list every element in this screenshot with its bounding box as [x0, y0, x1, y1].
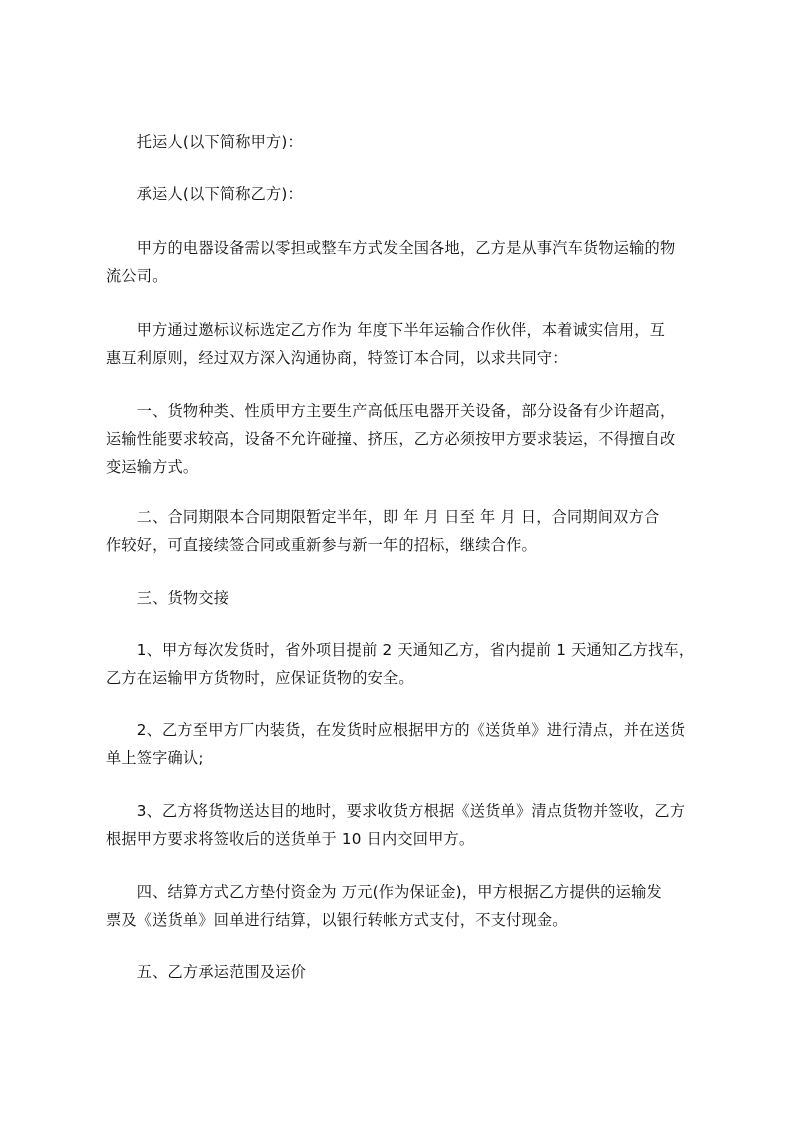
section-3-item-3: [106, 797, 706, 853]
paragraph-consignor: [106, 128, 706, 156]
text-line: 乙方在运输甲方货物时，应保证货物的安全。: [106, 669, 414, 687]
text-line: 三、货物交接: [106, 589, 230, 607]
text-line: 变运输方式。: [106, 458, 199, 476]
section-3-item-2: [106, 716, 706, 772]
text-line: 运输性能要求较高，设备不允许碰撞、挤压，乙方必须按甲方要求装运，不得擅自改: [106, 430, 676, 448]
text-line: 流公司。: [106, 267, 168, 285]
text-line: 作较好，可直接续签合同或重新参与新一年的招标，继续合作。: [106, 536, 537, 554]
section-2-contract-term: [106, 503, 706, 559]
text-line: 2、乙方至甲方厂内装货，在发货时应根据甲方的《送货单》进行清点，并在送货: [106, 721, 686, 739]
paragraph-intro: [106, 234, 706, 290]
section-3-item-1: [106, 636, 706, 692]
section-5-heading: [106, 958, 706, 986]
text-line: 二、合同期限本合同期限暂定半年，即 年 月 日至 年 月 日，合同期间双方合: [106, 508, 660, 526]
section-3-heading: [106, 584, 706, 612]
text-line: 单上签字确认;: [106, 749, 204, 767]
text-line: 惠互利原则，经过双方深入沟通协商，特签订本合同，以求共同守：: [106, 349, 568, 367]
paragraph-carrier: [106, 180, 706, 208]
text-line: 甲方的电器设备需以零担或整车方式发全国各地，乙方是从事汽车货物运输的物: [106, 239, 676, 257]
text-line: 1、甲方每次发货时，省外项目提前 2 天通知乙方，省内提前 1 天通知乙方找车，: [106, 641, 695, 659]
text-line: 3、乙方将货物送达目的地时，要求收货方根据《送货单》清点货物并签收，乙方: [106, 802, 686, 820]
text-line: 承运人(以下简称乙方)：: [106, 185, 303, 203]
text-line: 五、乙方承运范围及运价: [106, 963, 307, 981]
text-line: 四、结算方式乙方垫付资金为 万元(作为保证金)，甲方根据乙方提供的运输发: [106, 883, 662, 901]
text-line: 根据甲方要求将签收后的送货单于 10 日内交回甲方。: [106, 830, 475, 848]
paragraph-selection: [106, 316, 706, 372]
text-line: 托运人(以下简称甲方)：: [106, 133, 303, 151]
text-line: 一、货物种类、性质甲方主要生产高低压电器开关设备，部分设备有少许超高，: [106, 402, 676, 420]
text-line: 票及《送货单》回单进行结算，以银行转帐方式支付，不支付现金。: [106, 911, 568, 929]
section-4-settlement: [106, 878, 706, 934]
text-line: 甲方通过邀标议标选定乙方作为 年度下半年运输合作伙伴，本着诚实信用，互: [106, 321, 665, 339]
section-1-goods-type: [106, 397, 706, 481]
